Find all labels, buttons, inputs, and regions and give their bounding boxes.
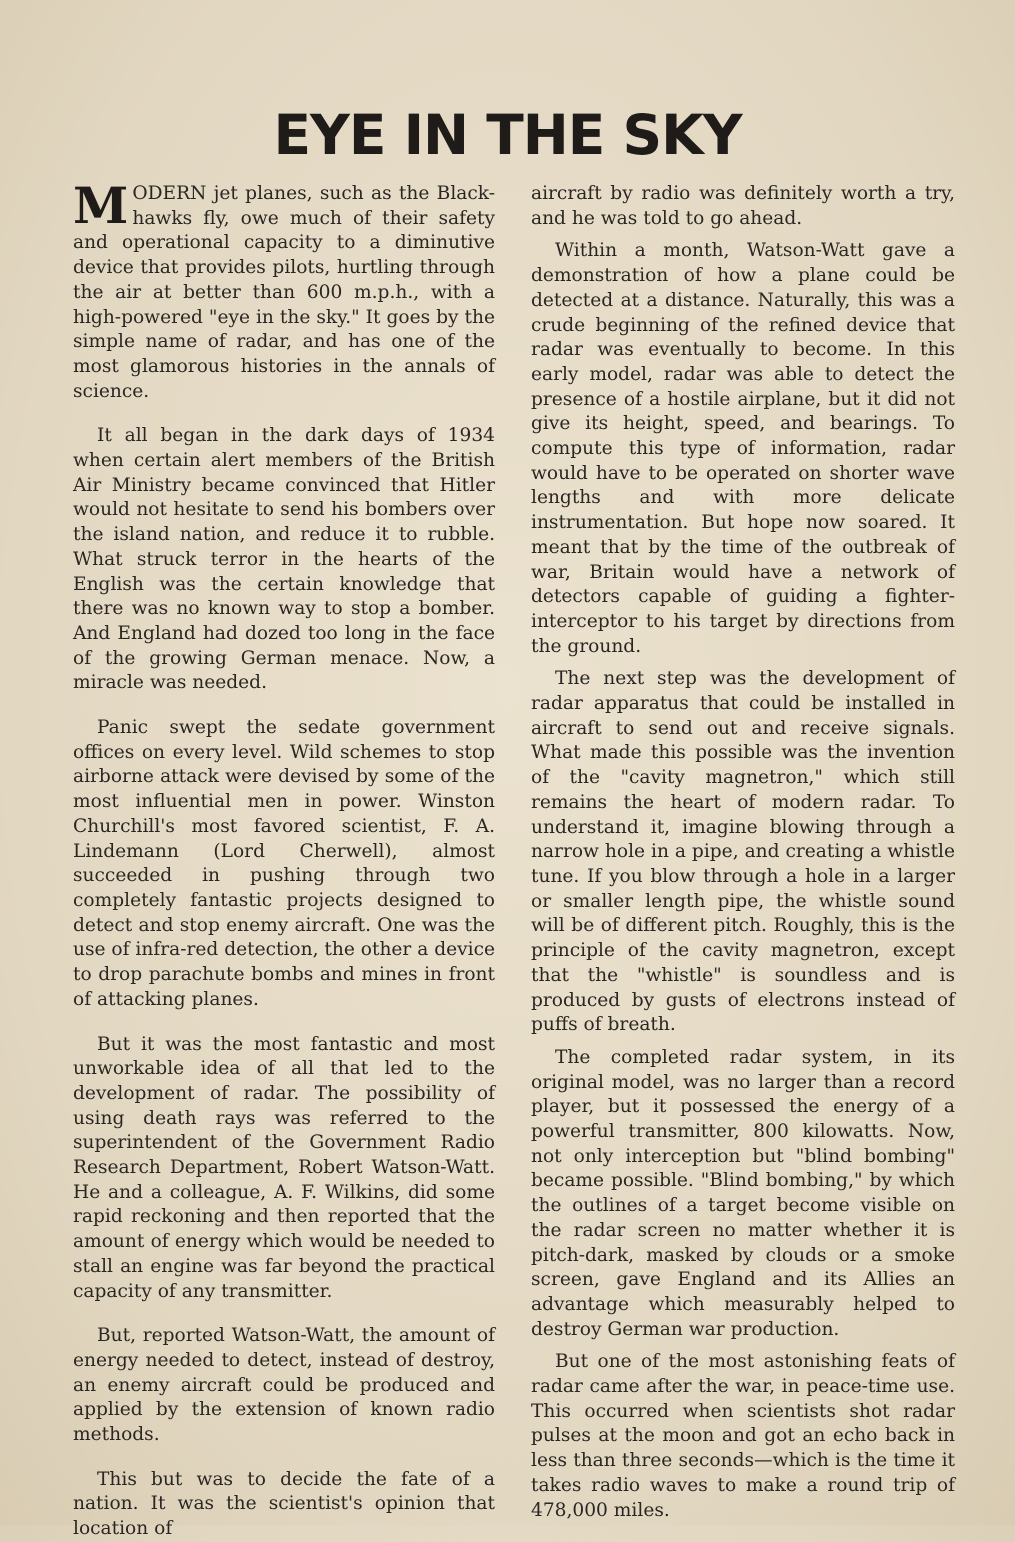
article-title: EYE IN THE SKY — [273, 103, 742, 167]
paragraph: The completed radar system, in its original model, was no larger than a record player, but it possessed the energy of a powerful transmitter, 800 kilowatts. Now, not only interception but "blind bombing" became possible. "Blind bombing," by which the outlines of a target become visible on the radar screen no matter whether it is pitch-dark, masked by clouds or a smoke screen, gave England and its Allies an advantage which measurably helped to destroy German war production. — [531, 1046, 955, 1340]
paragraph: But one of the most astonishing feats of radar came after the war, in peace-time use. This occurred when scientists shot radar pulses at the moon and got an echo back in less than three seconds—which is the time it takes radio waves to make a round trip of 478,000 miles. — [531, 1351, 955, 1521]
paragraph: But, reported Watson-Watt, the amount of energy needed to detect, instead of destroy, an enemy aircraft could be produced and applied by the extension of known radio methods. — [73, 1325, 495, 1446]
paragraph: aircraft by radio was definitely worth a try, and he was told to go ahead. — [531, 183, 955, 229]
paragraph: The next step was the development of radar apparatus that could be installed in aircraft to send out and receive signals. What made this possible was the invention of the "cavity magnetron," which still remains the heart of modern radar. To understand it, imagine blowing through a narrow hole in a pipe, and creating a whistle tune. If you blow through a hole in a larger or smaller length pipe, the whistle sound will be of different pitch. Roughly, this is the principle of the cavity magnetron, except that the "whistle" is soundless and is produced by gusts of electrons instead of puffs of breath. — [531, 668, 955, 1036]
right-column — [531, 182, 955, 1523]
paragraph — [73, 176, 495, 404]
paragraph: Panic swept the sedate government offices on every level. Wild schemes to stop airborne attack were devised by some of the most influential men in power. Winston Churchill's most favored scientist, F. A. Lindemann (Lord Cherwell), almost succeeded in pushing through two completely fantastic projects designed to detect and stop enemy aircraft. One was the use of infra-red detection, the other a device to drop parachute bombs and mines in front of attacking planes. — [73, 717, 495, 1010]
paragraph: It all began in the dark days of 1934 when certain alert members of the British Air Ministry became convinced that Hitler would not hesitate to send his bombers over the island nation, and reduce it to rubble. What struck terror in the hearts of the English was the certain knowledge that there was no known way to stop a bomber. And England had dozed too long in the face of the growing German menace. Now, a miracle was needed. — [73, 425, 495, 694]
left-column — [73, 176, 495, 1542]
paragraph: But it was the most fantastic and most unworkable idea of all that led to the development of radar. The possibility of using death rays was referred to the superintendent of the Government Radio Research Department, Robert Watson-Watt. He and a colleague, A. F. Wilkins, did some rapid reckoning and then reported that the amount of energy which would be needed to stall an engine was far beyond the practical capacity of any transmitter. — [73, 1033, 495, 1302]
paragraph: Within a month, Watson-Watt gave a demonstration of how a plane could be detected at a distance. Naturally, this was a crude beginning of the refined device that radar was eventually to become. In this early model, radar was able to detect the presence of a hostile airplane, but it did not give its height, speed, and bearings. To compute this type of information, radar would have to be operated on shorter wave lengths and with more delicate instrumentation. But hope now soared. It meant that by the time of the outbreak of war, Britain would have a network of detectors capable of guiding a fighter-interceptor to his target by directions from the ground. — [531, 240, 955, 657]
drop-cap: M — [73, 176, 129, 235]
paragraph: This but was to decide the fate of a nation. It was the scientist's opinion that location of — [73, 1468, 495, 1540]
paragraph-text: ODERN jet planes, such as the Black-hawks fly, owe much of their safety and operational capacity to a diminutive device that provides pilots, hurtling through the air at better than 600 m.p.h., with a high-powered "eye in the sky." It goes by the simple name of radar, and has one of the most glamorous histories in the annals of science. — [73, 183, 495, 402]
